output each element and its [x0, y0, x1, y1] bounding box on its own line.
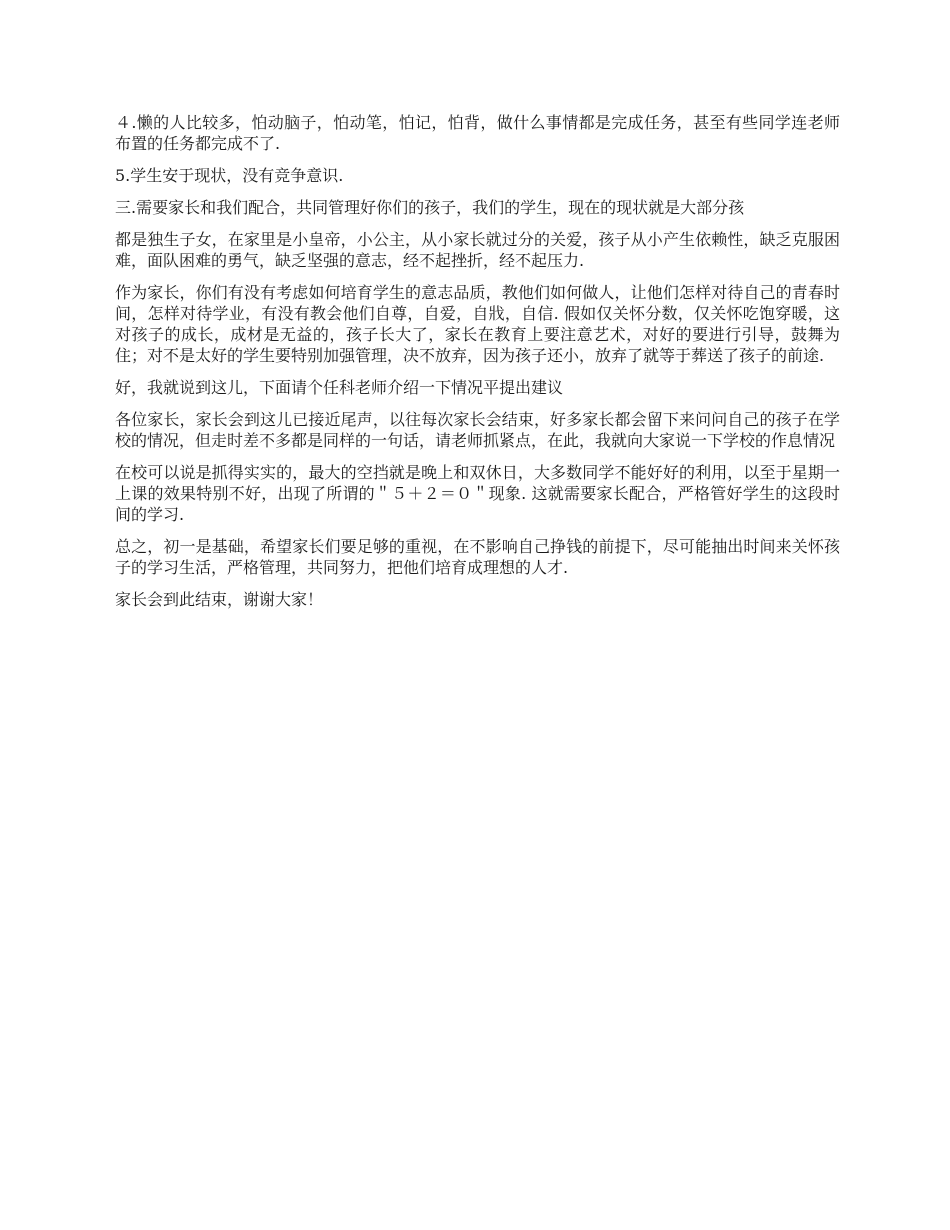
- paragraph-closing-remarks: 各位家长，家长会到这儿已接近尾声，以往每次家长会结束，好多家长都会留下来问问自己的孩子在学校的情况，但走时差不多都是同样的一句话，请老师抓紧点，在此，我就向大家说一下学校的作息情况: [115, 410, 840, 450]
- paragraph-section-3: 三.需要家长和我们配合，共同管理好你们的孩子，我们的学生，现在的现状就是大部分孩: [115, 198, 745, 217]
- paragraph-summary: 总之，初一是基础，希望家长们要足够的重视，在不影响自己挣钱的前提下，尽可能抽出时间来关怀孩子的学习生活，严格管理，共同努力，把他们培育成理想的人才.: [115, 537, 840, 577]
- paragraph-thanks: 家长会到此结束，谢谢大家！: [115, 590, 324, 609]
- paragraph-as-parents: 作为家长，你们有没有考虑如何培育学生的意志品质，教他们如何做人，让他们怎样对待自己的青春时间，怎样对待学业，有没有教会他们自尊，自爱，自戕，自信. 假如仅关怀分数，仅关怀吃饱穿暖，这对孩子的成长，成材是无益的，孩子长大了，家长在教育上要注意艺术，对好的要进行引导，鼓舞为住；对不是太好的学生要特别加强管理，决不放弃，因为孩子还小，放弃了就等于葬送了孩子的前途.: [115, 283, 840, 365]
- paragraph-handover: 好，我就说到这儿，下面请个任科老师介绍一下情况平提出建议: [115, 378, 564, 397]
- paragraph-only-children: 都是独生子女，在家里是小皇帝，小公主，从小家长就过分的关爱，孩子从小产生依赖性，缺乏克服困难，面队困难的勇气，缺乏坚强的意志，经不起挫折，经不起压力.: [115, 230, 840, 270]
- paragraph-point-4: ４.懒的人比较多，怕动脑子，怕动笔，怕记，怕背，做什么事情都是完成任务，甚至有些同学连老师布置的任务都完成不了.: [115, 113, 840, 153]
- document-body: [115, 112, 840, 621]
- paragraph-school-schedule: 在校可以说是抓得实实的，最大的空挡就是晚上和双休日，大多数同学不能好好的利用，以至于星期一上课的效果特别不好，出现了所谓的＂５＋２＝０＂现象. 这就需要家长配合，严格管好学生的这段时间的学习.: [115, 463, 840, 524]
- paragraph-point-5: 5.学生安于现状，没有竞争意识.: [115, 166, 344, 185]
